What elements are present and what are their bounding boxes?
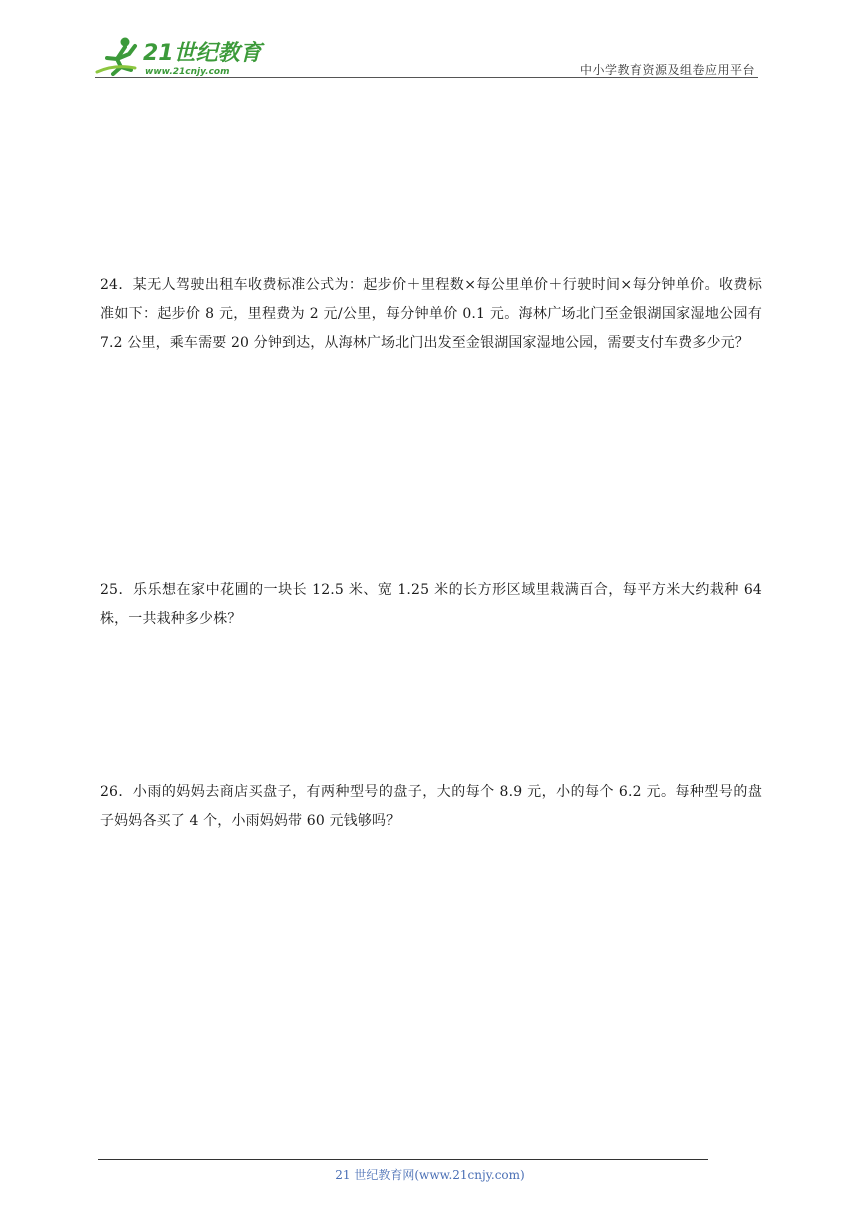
footer-divider bbox=[98, 1159, 708, 1160]
page-header bbox=[0, 0, 860, 90]
header-divider bbox=[95, 77, 758, 78]
question-26: 26．小雨的妈妈去商店买盘子，有两种型号的盘子，大的每个 8.9 元，小的每个 6.2 元。每种型号的盘子妈妈各买了 4 个，小雨妈妈带 60 元钱够吗？ bbox=[100, 784, 762, 829]
logo-text: 21世纪教育 bbox=[143, 41, 262, 66]
question-25: 25．乐乐想在家中花圃的一块长 12.5 米、宽 1.25 米的长方形区域里栽满百合，每平方米大约栽种 64 株，一共栽种多少株？ bbox=[100, 582, 762, 627]
logo-graphic bbox=[95, 34, 265, 80]
site-logo bbox=[95, 34, 265, 80]
footer-text[interactable]: 21 世纪教育网(www.21cnjy.com) bbox=[335, 1168, 525, 1182]
platform-label: 中小学教育资源及组卷应用平台 bbox=[579, 63, 755, 77]
logo-url: www.21cnjy.com bbox=[145, 67, 230, 77]
question-24: 24．某无人驾驶出租车收费标准公式为：起步价＋里程数×每公里单价＋行驶时间×每分钟单价。收费标准如下：起步价 8 元，里程费为 2 元/公里，每分钟单价 0.1 元。海林广场北门至金银湖国家湿地公园有 7.2 公里，乘车需要 20 分钟到达，从海林广场北门出发至金银湖国家湿地公园，需要支付车费多少元？ bbox=[100, 277, 762, 351]
